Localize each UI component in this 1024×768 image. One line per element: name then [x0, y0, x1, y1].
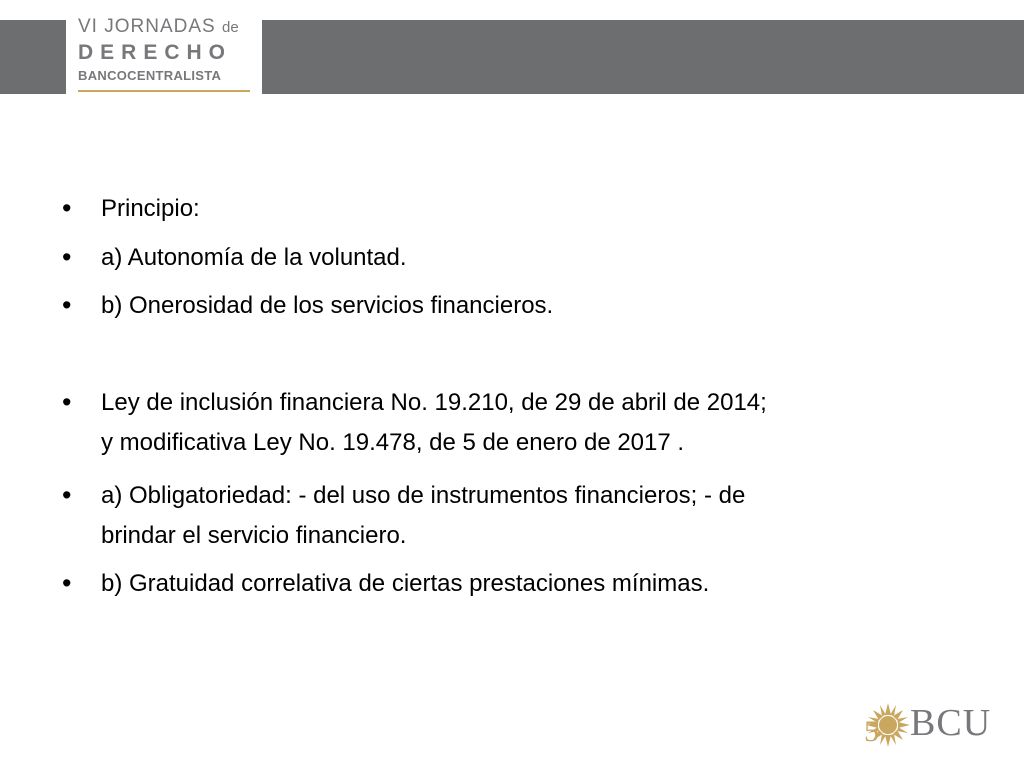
- bcu-wordmark: BCU: [910, 702, 992, 744]
- bullet-item: Principio:: [101, 195, 200, 222]
- logo-title-suffix: de: [221, 19, 239, 36]
- bullet-item: b) Onerosidad de los servicios financieros.: [101, 292, 554, 319]
- bullet-item: a) Autonomía de la voluntad.: [101, 244, 407, 271]
- bullet-marker: •: [62, 568, 72, 598]
- bullet-item-line: y modificativa Ley No. 19.478, de 5 de enero de 2017 .: [101, 429, 685, 456]
- sun-anniversary-icon: [862, 697, 910, 753]
- bullet-marker: •: [62, 242, 72, 272]
- anniversary-number: 5: [864, 715, 879, 748]
- event-logo: [66, 13, 262, 96]
- bullet-marker: •: [62, 193, 72, 223]
- logo-title-line: [78, 16, 239, 38]
- bullet-marker: •: [62, 387, 72, 417]
- bullet-marker: •: [62, 480, 72, 510]
- logo-underline: [78, 90, 250, 92]
- bcu-logo: [862, 697, 1002, 753]
- bullet-item-line: brindar el servicio financiero.: [101, 522, 407, 549]
- logo-subtitle: DERECHO: [78, 41, 233, 64]
- bullet-item-line: Ley de inclusión financiera No. 19.210, de 29 de abril de 2014;: [101, 389, 767, 416]
- logo-tagline: BANCOCENTRALISTA: [78, 68, 222, 83]
- bullet-item-line: a) Obligatoriedad: - del uso de instrumentos financieros; - de: [101, 482, 746, 509]
- logo-title-main: VI JORNADAS: [78, 16, 222, 37]
- bullet-marker: •: [62, 290, 72, 320]
- bullet-item: b) Gratuidad correlativa de ciertas prestaciones mínimas.: [101, 570, 710, 597]
